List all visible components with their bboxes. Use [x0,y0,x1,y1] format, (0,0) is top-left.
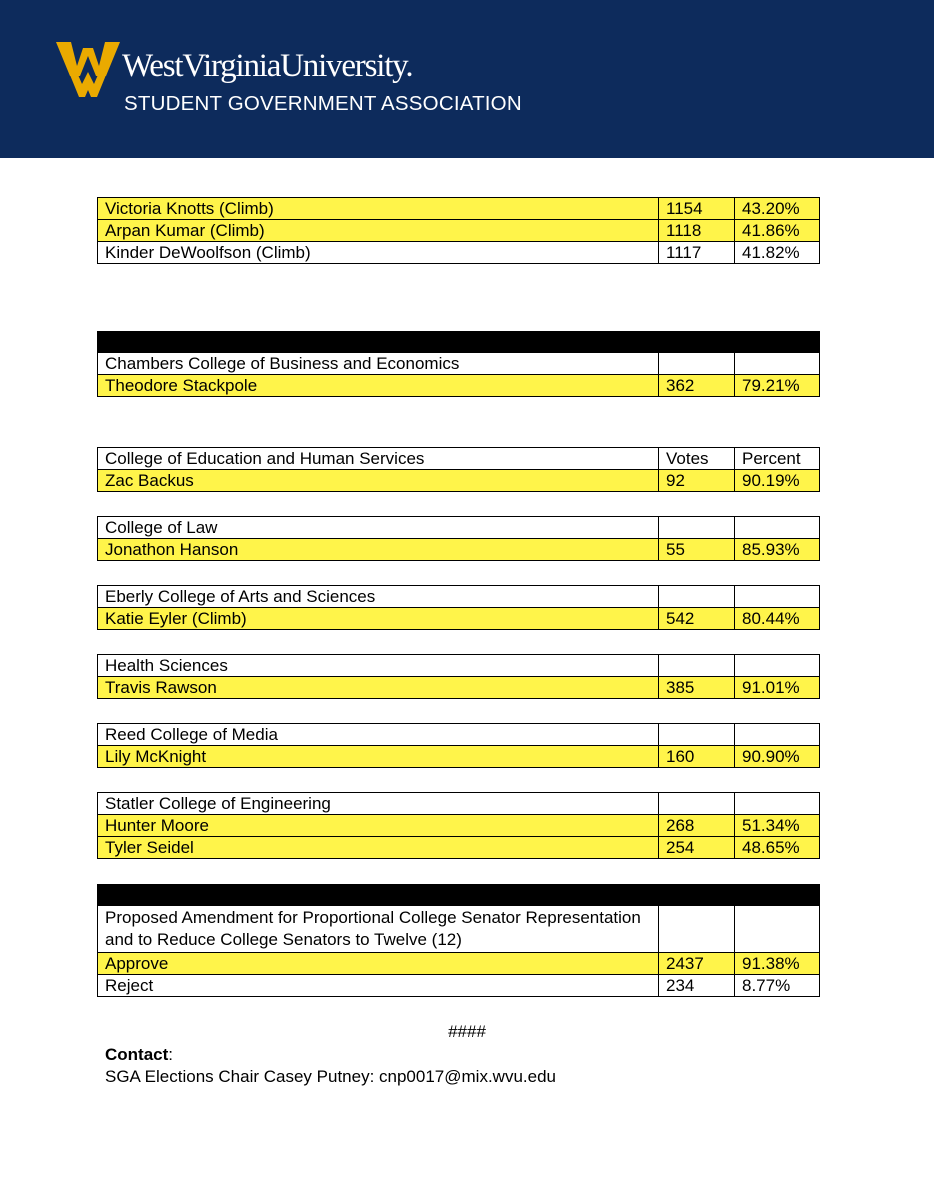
law-college-table [97,516,820,561]
college-name: Eberly College of Arts and Sciences [98,586,659,608]
college-name: Health Sciences [98,655,659,677]
table-row [98,242,820,264]
table-row [98,470,820,492]
vote-count: 234 [659,975,735,997]
vote-count: 1118 [659,220,735,242]
candidate-name: Victoria Knotts (Climb) [98,198,659,220]
vote-percent: 91.01% [735,677,820,699]
option-name: Reject [98,975,659,997]
vote-count: 55 [659,539,735,561]
engineering-college-table [97,792,820,859]
candidate-name: Theodore Stackpole [98,375,659,397]
candidate-name: Travis Rawson [98,677,659,699]
wv-logo-icon [56,40,120,98]
section-divider [98,885,820,906]
vote-count: 385 [659,677,735,699]
candidate-name: Hunter Moore [98,815,659,837]
vote-percent: 51.34% [735,815,820,837]
vote-percent: 91.38% [735,953,820,975]
candidate-name: Arpan Kumar (Climb) [98,220,659,242]
vote-percent: 80.44% [735,608,820,630]
contact-info: SGA Elections Chair Casey Putney: cnp0017@mix.wvu.edu [105,1067,556,1086]
college-name: Statler College of Engineering [98,793,659,815]
candidate-name: Kinder DeWoolfson (Climb) [98,242,659,264]
vote-count: 92 [659,470,735,492]
vote-count: 542 [659,608,735,630]
vote-count: 362 [659,375,735,397]
business-college-table [97,331,820,397]
vote-percent: 90.90% [735,746,820,768]
college-header-row [98,517,820,539]
vote-count: 1154 [659,198,735,220]
contact-heading [105,1045,173,1065]
option-name: Approve [98,953,659,975]
media-college-table [97,723,820,768]
table-row [98,539,820,561]
table-row [98,198,820,220]
table-row [98,375,820,397]
votes-column-header: Votes [659,448,735,470]
table-row [98,746,820,768]
college-name: Chambers College of Business and Economics [98,353,659,375]
health-sciences-table [97,654,820,699]
organization-name: STUDENT GOVERNMENT ASSOCIATION [124,92,522,115]
university-name: WestVirginiaUniversity. [122,48,413,84]
vote-percent: 48.65% [735,837,820,859]
college-header-row [98,655,820,677]
vote-count: 254 [659,837,735,859]
college-header-row [98,586,820,608]
vote-percent: 41.86% [735,220,820,242]
candidate-name: Tyler Seidel [98,837,659,859]
amendment-title: Proposed Amendment for Proportional College Senator Representation and to Reduce College Senators to Twelve (12) [98,906,659,953]
education-college-table [97,447,820,492]
end-marker: #### [448,1022,486,1041]
college-header-row [98,353,820,375]
candidate-name: Zac Backus [98,470,659,492]
college-name: Reed College of Media [98,724,659,746]
candidate-name: Katie Eyler (Climb) [98,608,659,630]
vote-count: 160 [659,746,735,768]
college-header-row [98,724,820,746]
contact-label: Contact [105,1045,169,1064]
eberly-college-table [97,585,820,630]
college-name: College of Education and Human Services [98,448,659,470]
table-row [98,608,820,630]
vote-count: 1117 [659,242,735,264]
table-row [98,815,820,837]
college-header-row [98,793,820,815]
percent-column-header: Percent [735,448,820,470]
vote-percent: 79.21% [735,375,820,397]
vote-percent: 90.19% [735,470,820,492]
vote-count: 268 [659,815,735,837]
vote-percent: 8.77% [735,975,820,997]
vote-percent: 41.82% [735,242,820,264]
amendment-table [97,884,820,997]
header-banner [0,0,934,158]
college-header-row [98,448,820,470]
candidate-name: Lily McKnight [98,746,659,768]
table-row [98,953,820,975]
senate-results-table [97,197,820,264]
table-row [98,220,820,242]
contact-colon: : [168,1045,174,1064]
college-name: College of Law [98,517,659,539]
table-row [98,677,820,699]
section-divider [98,332,820,353]
table-row [98,975,820,997]
candidate-name: Jonathon Hanson [98,539,659,561]
amendment-title-row [98,906,820,953]
table-row [98,837,820,859]
vote-percent: 43.20% [735,198,820,220]
vote-percent: 85.93% [735,539,820,561]
vote-count: 2437 [659,953,735,975]
